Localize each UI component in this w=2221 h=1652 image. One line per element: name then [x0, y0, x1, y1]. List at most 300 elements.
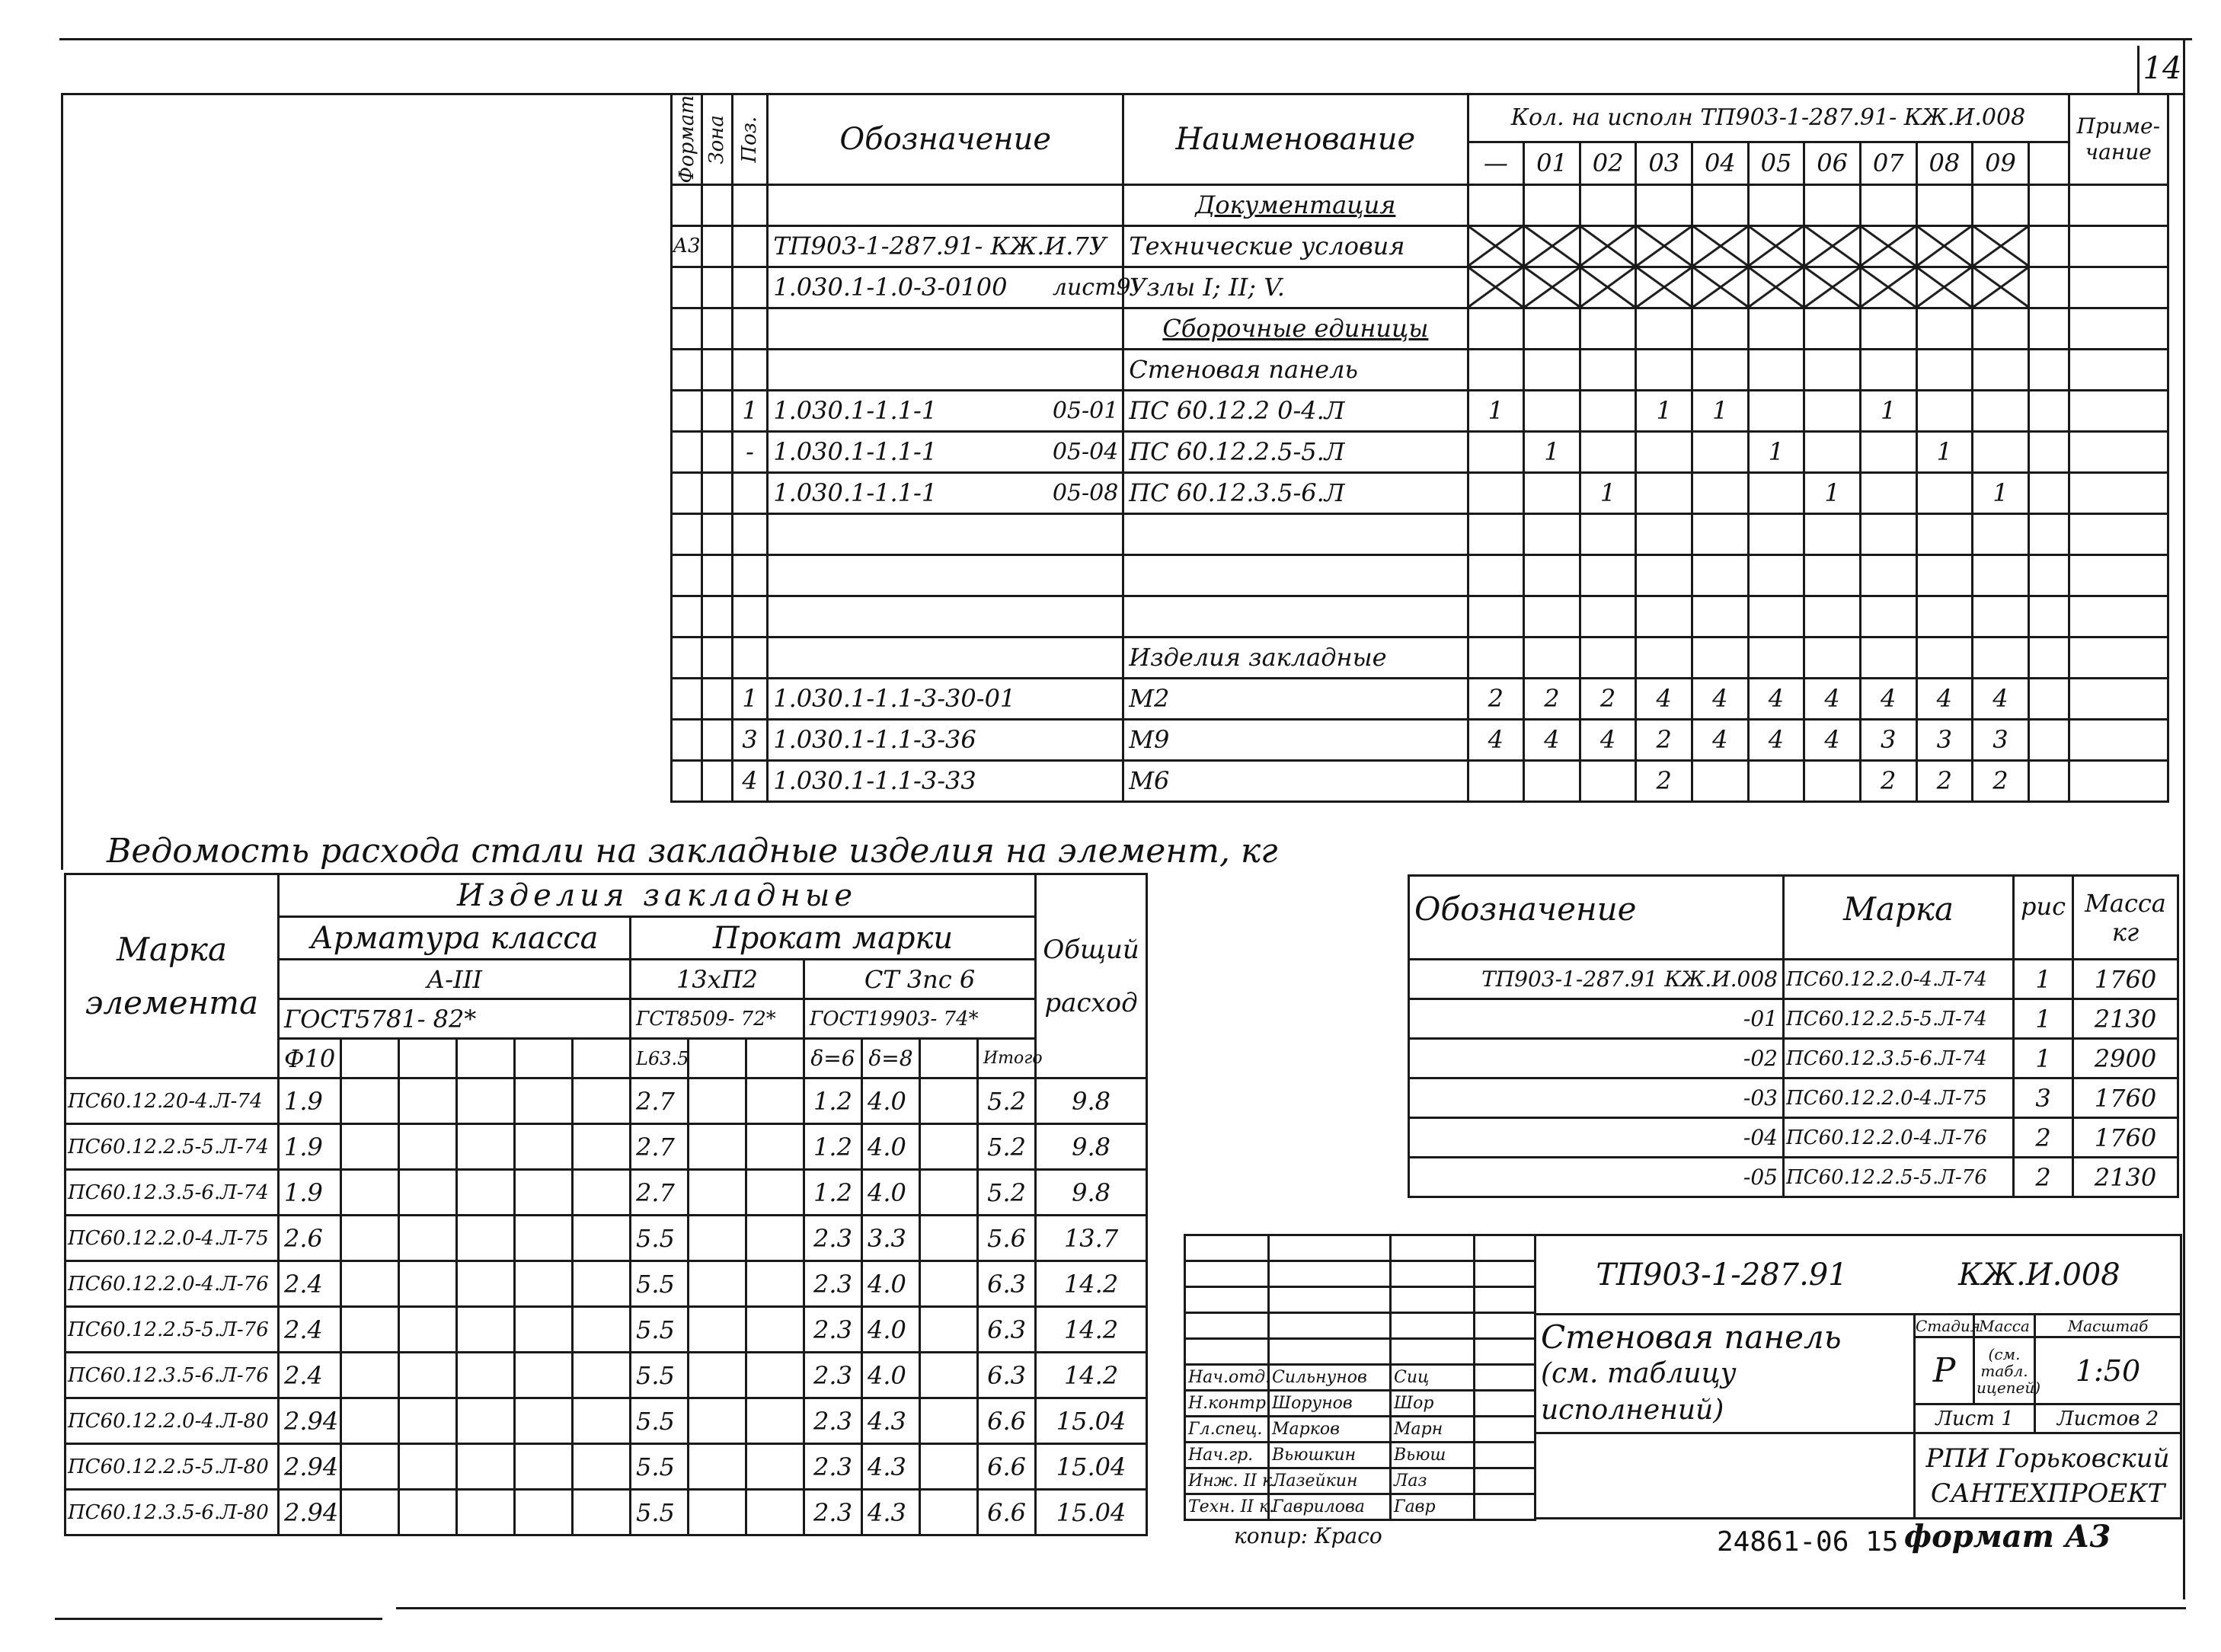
steel-f10: 2.94	[279, 1398, 341, 1444]
spec-qty	[1973, 349, 2029, 390]
spec-qty	[1692, 267, 1749, 308]
spec-name: Техничеcкие условия	[1123, 225, 1468, 267]
signer-role: Нач.гр.	[1185, 1443, 1269, 1468]
signer-name: Сильнунов	[1269, 1365, 1391, 1391]
spec-qty	[1580, 184, 1636, 225]
steel-mark: ПС60.12.3.5-6.Л-74	[66, 1170, 279, 1216]
spec-qty	[1692, 472, 1749, 513]
spec-pos: 3	[732, 719, 767, 760]
steel-itogo: 5.2	[978, 1078, 1036, 1124]
spec-qty: 4	[1748, 719, 1804, 760]
spec-qty	[1468, 513, 1524, 554]
right-border-line	[2183, 38, 2185, 1599]
steel-blank	[341, 1398, 399, 1444]
spec-qty	[1524, 554, 1580, 596]
sheet-label: Лист 1	[1915, 1404, 2035, 1433]
signer-row	[1185, 1443, 1536, 1468]
spec-qty	[1524, 760, 1580, 801]
frame-left-line	[61, 93, 63, 870]
spec-row	[672, 390, 2168, 431]
steel-blank	[457, 1490, 515, 1535]
spec-qty	[1692, 554, 1749, 596]
spec-qty	[1973, 596, 2029, 637]
variant-fig: 2	[2014, 1158, 2073, 1197]
spec-name: ПС 60.12.2.5-5.Л	[1123, 431, 1468, 472]
spec-format	[672, 390, 702, 431]
variant-header: 03	[1636, 142, 1692, 184]
title-product-2: (см. таблицу исполнений)	[1541, 1357, 1737, 1426]
steel-blank	[341, 1307, 399, 1353]
steel-blank	[399, 1398, 457, 1444]
variant-header: 07	[1860, 142, 1916, 184]
spec-qty	[1973, 225, 2029, 267]
spec-extra	[2028, 596, 2069, 637]
spec-qty: 2	[1973, 760, 2029, 801]
variants-header-designation: Обозначение	[1409, 876, 1784, 960]
spec-qty	[1860, 308, 1916, 349]
spec-qty	[1524, 349, 1580, 390]
spec-note	[2069, 308, 2168, 349]
spec-qty	[1804, 349, 1861, 390]
spec-sheet	[1048, 554, 1123, 596]
spec-qty	[1804, 431, 1861, 472]
bottom-left-line	[55, 1618, 382, 1620]
signers-body	[1185, 1365, 1536, 1520]
spec-qty	[1468, 349, 1524, 390]
spec-qty: 2	[1916, 760, 1973, 801]
spec-designation: 1.030.1-1.1-1	[768, 472, 1048, 513]
spec-note	[2069, 513, 2168, 554]
spec-designation	[768, 554, 1048, 596]
spec-qty	[1804, 184, 1861, 225]
steel-blank	[689, 1124, 746, 1170]
variant-fig: 1	[2014, 999, 2073, 1039]
steel-blank	[573, 1490, 631, 1535]
spec-row	[672, 349, 2168, 390]
spec-qty: 4	[1916, 678, 1973, 719]
steel-header-mark-1: Марка	[116, 930, 228, 968]
steel-itogo: 6.6	[978, 1490, 1036, 1535]
spec-name: Стеновая панель	[1123, 349, 1468, 390]
spec-extra	[2028, 349, 2069, 390]
steel-blank	[573, 1307, 631, 1353]
steel-blank	[457, 1078, 515, 1124]
variant-mark: ПС60.12.2.0-4.Л-76	[1784, 1118, 2014, 1158]
steel-header-angle: L63.5	[631, 1039, 689, 1078]
steel-d8: 4.0	[862, 1170, 920, 1216]
steel-total: 15.04	[1036, 1490, 1147, 1535]
steel-f10: 2.6	[279, 1216, 341, 1261]
spec-format	[672, 719, 702, 760]
steel-d8: 4.3	[862, 1444, 920, 1490]
spec-qty	[1692, 637, 1749, 678]
spec-sheet: 05-04	[1048, 431, 1123, 472]
spec-pos	[732, 513, 767, 554]
steel-mark: ПС60.12.2.5-5.Л-74	[66, 1124, 279, 1170]
spec-qty	[1524, 637, 1580, 678]
spec-qty	[1860, 267, 1916, 308]
steel-blank	[399, 1216, 457, 1261]
steel-row	[66, 1216, 1147, 1261]
header-format: Формат	[672, 94, 702, 185]
spec-sheet	[1048, 678, 1123, 719]
spec-zone	[701, 760, 732, 801]
spec-sheet: 05-08	[1048, 472, 1123, 513]
spec-extra	[2028, 184, 2069, 225]
spec-row	[672, 760, 2168, 801]
steel-blank	[573, 1170, 631, 1216]
signer-date	[1475, 1391, 1536, 1417]
steel-total: 14.2	[1036, 1307, 1147, 1353]
steel-blank	[746, 1261, 804, 1307]
spec-qty	[1468, 637, 1524, 678]
spec-designation	[768, 308, 1048, 349]
steel-angle: 5.5	[631, 1216, 689, 1261]
spec-qty	[1580, 554, 1636, 596]
spec-pos	[732, 472, 767, 513]
variant-mark: ПС60.12.2.5-5.Л-74	[1784, 999, 2014, 1039]
mass-value: (см. табл. ицепей)	[1974, 1337, 2035, 1404]
steel-angle: 5.5	[631, 1261, 689, 1307]
variants-header-mark: Марка	[1784, 876, 2014, 960]
steel-blank	[573, 1398, 631, 1444]
steel-blank	[746, 1490, 804, 1535]
signer-role: Инж. II к.	[1185, 1468, 1269, 1494]
spec-note	[2069, 349, 2168, 390]
steel-blank	[457, 1261, 515, 1307]
steel-mark: ПС60.12.2.0-4.Л-75	[66, 1216, 279, 1261]
steel-blank	[920, 1124, 978, 1170]
spec-qty	[1860, 472, 1916, 513]
steel-table	[64, 873, 1148, 1536]
steel-blank	[689, 1170, 746, 1216]
spec-extra	[2028, 719, 2069, 760]
spec-designation: 1.030.1-1.1-1	[768, 390, 1048, 431]
steel-blank	[515, 1261, 573, 1307]
spec-qty	[1580, 349, 1636, 390]
signer-signature: Гавр	[1391, 1494, 1475, 1520]
steel-blank	[457, 1307, 515, 1353]
steel-itogo: 6.3	[978, 1261, 1036, 1307]
steel-blank	[573, 1124, 631, 1170]
spec-format	[672, 349, 702, 390]
title-code-cell	[1536, 1235, 2181, 1315]
variants-header-mass: Масса кг	[2073, 876, 2178, 960]
spec-qty: 1	[1973, 472, 2029, 513]
spec-sheet	[1048, 513, 1123, 554]
steel-blank	[920, 1261, 978, 1307]
steel-blank	[746, 1307, 804, 1353]
spec-name: ПС 60.12.3.5-6.Л	[1123, 472, 1468, 513]
steel-angle: 5.5	[631, 1444, 689, 1490]
spec-qty	[1973, 308, 2029, 349]
spec-qty	[1524, 225, 1580, 267]
signer-name: Лазейкин	[1269, 1468, 1391, 1494]
steel-header-total-2: расход	[1044, 987, 1138, 1018]
variants-body	[1409, 960, 2178, 1197]
variant-mass: 1760	[2073, 1078, 2178, 1118]
variant-mark: ПС60.12.2.5-5.Л-76	[1784, 1158, 2014, 1197]
spec-qty	[1580, 760, 1636, 801]
title-code-left: ТП903-1-287.91	[1596, 1257, 1848, 1293]
steel-body	[66, 1078, 1147, 1535]
spec-qty: 2	[1468, 678, 1524, 719]
steel-blank	[399, 1307, 457, 1353]
steel-angle: 5.5	[631, 1490, 689, 1535]
spec-designation	[768, 596, 1048, 637]
steel-angle: 5.5	[631, 1307, 689, 1353]
steel-header-rolled-type: 13хП2	[631, 960, 804, 999]
spec-sheet	[1048, 719, 1123, 760]
spec-qty	[1524, 472, 1580, 513]
spec-qty	[1748, 760, 1804, 801]
spec-body	[672, 184, 2168, 801]
variant-mass: 2130	[2073, 1158, 2178, 1197]
steel-itogo: 6.3	[978, 1307, 1036, 1353]
spec-qty	[1580, 308, 1636, 349]
steel-blank	[746, 1078, 804, 1124]
steel-d6: 2.3	[804, 1261, 862, 1307]
steel-d6: 2.3	[804, 1353, 862, 1398]
spec-qty	[1973, 184, 2029, 225]
steel-f10: 2.94	[279, 1490, 341, 1535]
header-designation: Обозначение	[768, 94, 1123, 185]
spec-qty	[1692, 184, 1749, 225]
steel-blank	[573, 1353, 631, 1398]
steel-angle: 2.7	[631, 1170, 689, 1216]
spec-extra	[2028, 678, 2069, 719]
spec-qty	[1860, 349, 1916, 390]
steel-row	[66, 1307, 1147, 1353]
variant-row	[1409, 1158, 2178, 1197]
steel-header-total-1: Общий	[1043, 934, 1139, 965]
org-name-1: РПИ Горьковский	[1925, 1443, 2170, 1474]
spec-qty: 2	[1636, 760, 1692, 801]
steel-d8: 4.0	[862, 1307, 920, 1353]
bottom-right-line	[396, 1607, 2186, 1609]
spec-qty	[1916, 349, 1973, 390]
steel-angle: 5.5	[631, 1398, 689, 1444]
steel-blank	[341, 1490, 399, 1535]
spec-qty	[1860, 596, 1916, 637]
spec-row	[672, 596, 2168, 637]
spec-qty	[1468, 267, 1524, 308]
steel-blank	[515, 1444, 573, 1490]
steel-blank	[689, 1444, 746, 1490]
spec-row	[672, 267, 2168, 308]
steel-d6: 2.3	[804, 1490, 862, 1535]
variant-header: 04	[1692, 142, 1749, 184]
mass-label: Масса	[1974, 1315, 2035, 1337]
spec-qty	[1692, 431, 1749, 472]
spec-qty	[1860, 431, 1916, 472]
spec-qty	[1468, 184, 1524, 225]
spec-qty	[1973, 513, 2029, 554]
spec-qty	[1580, 596, 1636, 637]
header-name: Наименование	[1123, 94, 1468, 185]
org-cell	[1915, 1433, 2181, 1519]
spec-qty	[1692, 308, 1749, 349]
spec-row	[672, 719, 2168, 760]
steel-blank	[920, 1170, 978, 1216]
spec-name: Документация	[1123, 184, 1468, 225]
spec-qty: 2	[1524, 678, 1580, 719]
spec-sheet: лист9	[1048, 267, 1123, 308]
steel-header-mark-2: элемента	[85, 983, 259, 1021]
spec-qty	[1973, 637, 2029, 678]
steel-blank	[341, 1078, 399, 1124]
spec-pos	[732, 637, 767, 678]
variant-mass: 1760	[2073, 960, 2178, 999]
variant-fig: 1	[2014, 1039, 2073, 1078]
spec-qty: 4	[1636, 678, 1692, 719]
spec-qty	[1524, 308, 1580, 349]
spec-zone	[701, 719, 732, 760]
spec-sheet	[1048, 760, 1123, 801]
variant-mark: ПС60.12.2.0-4.Л-74	[1784, 960, 2014, 999]
spec-extra	[2028, 760, 2069, 801]
steel-d6: 1.2	[804, 1124, 862, 1170]
spec-qty	[1916, 513, 1973, 554]
spec-note	[2069, 390, 2168, 431]
spec-qty	[1916, 390, 1973, 431]
spec-qty: 1	[1692, 390, 1749, 431]
spec-qty	[1636, 596, 1692, 637]
variant-row	[1409, 960, 2178, 999]
steel-blank	[920, 1490, 978, 1535]
spec-qty	[1580, 390, 1636, 431]
spec-qty	[1973, 431, 2029, 472]
steel-d6: 2.3	[804, 1216, 862, 1261]
spec-zone	[701, 184, 732, 225]
spec-pos	[732, 349, 767, 390]
copy-note: копир: Красо	[1234, 1523, 1382, 1548]
signer-date	[1475, 1417, 1536, 1443]
steel-row	[66, 1490, 1147, 1535]
steel-blank	[746, 1444, 804, 1490]
spec-qty	[1916, 554, 1973, 596]
spec-format	[672, 431, 702, 472]
steel-d6: 2.3	[804, 1398, 862, 1444]
spec-designation	[768, 637, 1048, 678]
spec-qty	[1580, 513, 1636, 554]
steel-blank	[515, 1078, 573, 1124]
spec-zone	[701, 596, 732, 637]
header-pos: Поз.	[732, 94, 767, 185]
steel-blank	[746, 1170, 804, 1216]
spec-pos	[732, 308, 767, 349]
spec-qty	[1748, 637, 1804, 678]
variant-fig: 2	[2014, 1118, 2073, 1158]
variant-fig: 1	[2014, 960, 2073, 999]
spec-qty	[1804, 390, 1861, 431]
variant-row	[1409, 1078, 2178, 1118]
spec-qty: 3	[1860, 719, 1916, 760]
spec-qty	[1860, 184, 1916, 225]
spec-extra	[2028, 472, 2069, 513]
steel-row	[66, 1444, 1147, 1490]
spec-pos: -	[732, 431, 767, 472]
spec-note	[2069, 678, 2168, 719]
steel-blank	[689, 1398, 746, 1444]
spec-designation: 1.030.1-1.1-1	[768, 431, 1048, 472]
spec-qty	[1580, 267, 1636, 308]
steel-header-rolled-grade: Прокат марки	[631, 917, 1036, 960]
spec-sheet	[1048, 349, 1123, 390]
sheet-number: 14	[2143, 51, 2182, 86]
steel-f10: 2.4	[279, 1261, 341, 1307]
variant-mark: ПС60.12.2.0-4.Л-75	[1784, 1078, 2014, 1118]
spec-qty	[1804, 513, 1861, 554]
steel-blank	[399, 1124, 457, 1170]
variant-designation: -01	[1409, 999, 1784, 1039]
spec-qty: 4	[1524, 719, 1580, 760]
spec-qty	[1468, 554, 1524, 596]
steel-f10: 1.9	[279, 1170, 341, 1216]
variants-table	[1408, 874, 2179, 1198]
steel-d6: 2.3	[804, 1307, 862, 1353]
steel-total: 9.8	[1036, 1170, 1147, 1216]
spec-pos	[732, 225, 767, 267]
steel-blank	[746, 1216, 804, 1261]
spec-format	[672, 267, 702, 308]
steel-itogo: 5.2	[978, 1170, 1036, 1216]
spec-format	[672, 184, 702, 225]
spec-extra	[2028, 554, 2069, 596]
spec-note	[2069, 225, 2168, 267]
variant-mark: ПС60.12.3.5-6.Л-74	[1784, 1039, 2014, 1078]
steel-mark: ПС60.12.2.5-5.Л-80	[66, 1444, 279, 1490]
spec-row	[672, 225, 2168, 267]
signer-date	[1475, 1468, 1536, 1494]
signer-role: Н.контр.	[1185, 1391, 1269, 1417]
steel-blank	[457, 1398, 515, 1444]
steel-f10: 2.4	[279, 1307, 341, 1353]
stage-value: Р	[1915, 1337, 1974, 1404]
steel-blank	[341, 1353, 399, 1398]
steel-itogo: 6.6	[978, 1444, 1036, 1490]
spec-qty	[1580, 637, 1636, 678]
spec-row	[672, 637, 2168, 678]
steel-mark: ПС60.12.2.5-5.Л-76	[66, 1307, 279, 1353]
steel-d6: 2.3	[804, 1444, 862, 1490]
steel-blank	[920, 1078, 978, 1124]
spec-qty: 4	[1804, 719, 1861, 760]
stage-label: Стадия	[1915, 1315, 1974, 1337]
signer-role: Нач.отд.	[1185, 1365, 1269, 1391]
steel-blank	[920, 1307, 978, 1353]
spec-qty	[1804, 554, 1861, 596]
spec-sheet	[1048, 308, 1123, 349]
spec-qty	[1468, 308, 1524, 349]
steel-header-dia: Ф10	[279, 1039, 341, 1078]
steel-header-rebar-gost: ГОСТ5781- 82*	[279, 999, 631, 1039]
spec-qty	[1524, 390, 1580, 431]
spec-zone	[701, 390, 732, 431]
spec-format: А3	[672, 225, 702, 267]
specification-table	[670, 93, 2169, 803]
spec-qty: 4	[1804, 678, 1861, 719]
spec-qty	[1916, 637, 1973, 678]
spec-name	[1123, 554, 1468, 596]
spec-qty: 1	[1860, 390, 1916, 431]
steel-row	[66, 1170, 1147, 1216]
title-product-1: Стеновая панель	[1541, 1318, 1842, 1356]
spec-name: Изделия закладные	[1123, 637, 1468, 678]
spec-qty	[1468, 596, 1524, 637]
spec-qty: 2	[1636, 719, 1692, 760]
spec-qty	[1468, 760, 1524, 801]
